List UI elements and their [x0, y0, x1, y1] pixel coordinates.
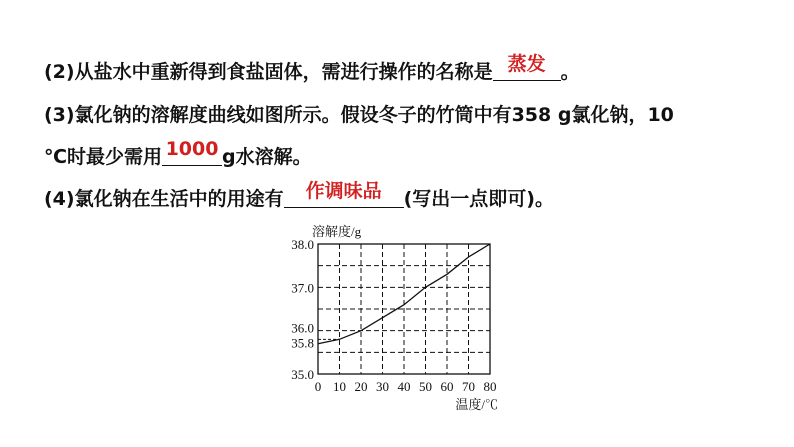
x-tick-label: 50	[419, 379, 432, 394]
x-tick-label: 20	[354, 379, 368, 394]
answer-3: 1000	[165, 138, 219, 160]
question-3-text: (3)氯化钠的溶解度曲线如图所示。假设冬子的竹筒中有358 g氯化钠，10	[44, 104, 674, 126]
solubility-chart	[270, 222, 520, 442]
question-4	[44, 180, 554, 211]
y-tick-label: 36.0	[291, 320, 314, 336]
question-4-text: (4)氯化钠在生活中的用途有	[44, 188, 284, 210]
answer-4: 作调味品	[305, 180, 382, 202]
x-tick-label: 80	[483, 379, 497, 394]
answer-blank-4[interactable]	[284, 180, 404, 208]
answer-2: 蒸发	[507, 53, 546, 75]
x-tick-label: 30	[376, 379, 389, 394]
x-tick-label: 70	[462, 379, 475, 394]
question-2-end: 。	[560, 61, 580, 83]
y-tick-label: 35.8	[291, 335, 314, 351]
question-3-start: ℃时最少需用	[44, 146, 163, 168]
question-3-line-2	[44, 138, 312, 169]
y-tick-label: 35.0	[291, 367, 314, 382]
y-tick-label: 37.0	[291, 280, 314, 296]
answer-blank-3[interactable]	[162, 138, 222, 166]
question-4-end: (写出一点即可)。	[403, 188, 554, 210]
question-3-line-1	[44, 103, 674, 127]
question-2-text: (2)从盐水中重新得到食盐固体，需进行操作的名称是	[44, 61, 493, 83]
x-tick-label: 0	[314, 379, 322, 394]
x-tick-label: 60	[440, 379, 454, 394]
x-tick-label: 10	[333, 379, 346, 394]
question-2	[44, 53, 580, 84]
x-axis-label: 温度/℃	[455, 397, 498, 412]
y-axis-label: 溶解度/g	[312, 224, 362, 239]
answer-blank-2[interactable]	[493, 53, 561, 81]
question-3-end: g水溶解。	[222, 146, 312, 168]
x-tick-label: 40	[397, 379, 411, 394]
y-tick-label: 38.0	[291, 237, 314, 252]
